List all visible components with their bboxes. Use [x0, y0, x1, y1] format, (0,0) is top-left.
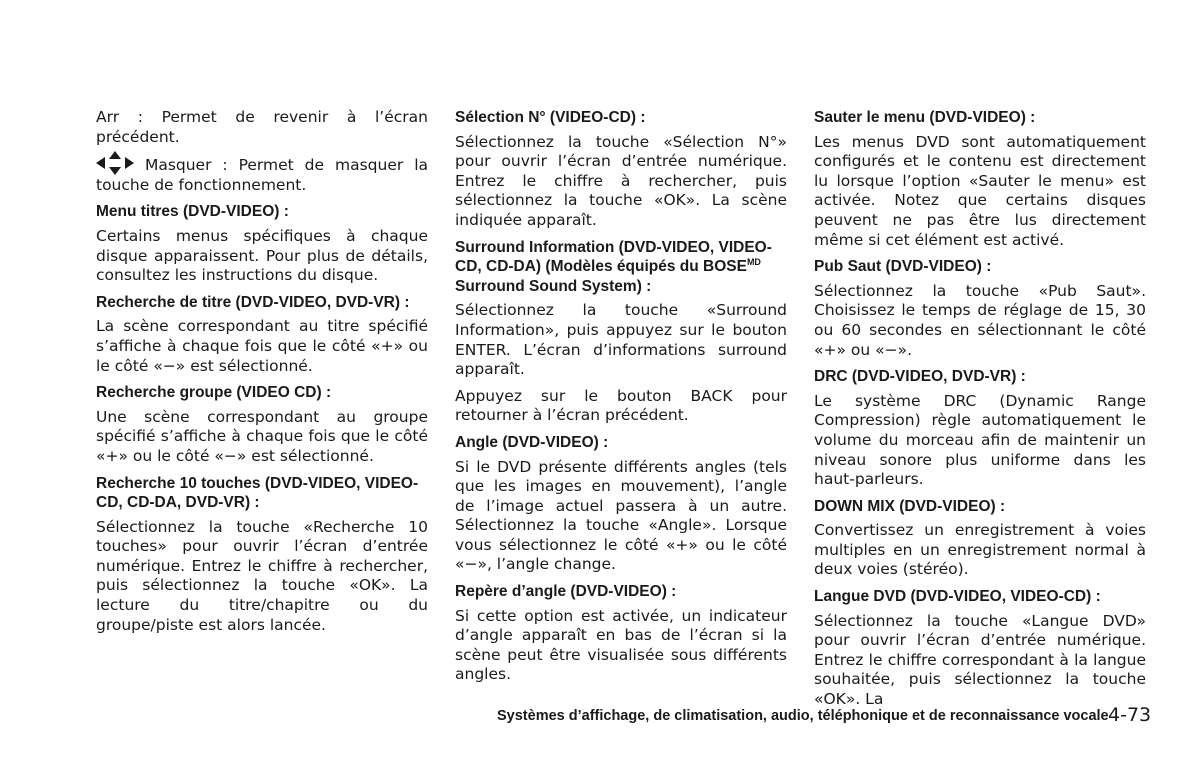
paragraph-recherche-groupe: Une scène correspondant au groupe spécifié s’affiche à chaque fois que le côté «+» ou le côté «−» est sélectionné.	[96, 407, 428, 465]
paragraph-recherche-10-touches: Sélectionnez la touche «Recherche 10 touches» pour ouvrir l’écran d’entrée numérique. Entrez le chiffre à rechercher, puis sélectionnez la touche «OK». La lecture du titre/chapitre ou du groupe/piste est alors lancée.	[96, 517, 428, 634]
paragraph-sauter-menu: Les menus DVD sont automatiquement configurés et le contenu est directement lu lorsque l’option «Sauter le menu» est activée. Notez que certains disques peuvent ne pas être lus directement même si cet élément est activé.	[814, 132, 1146, 249]
paragraph-recherche-titre: La scène correspondant au titre spécifié s’affiche à chaque fois que le côté «+» ou le côté «−» est sélectionné.	[96, 317, 428, 375]
paragraph-surround-information: Sélectionnez la touche «Surround Information», puis appuyez sur le bouton ENTER. L’écran d’informations surround apparaît.	[455, 301, 787, 379]
column-middle	[455, 108, 787, 692]
heading-langue-dvd: Langue DVD (DVD-VIDEO, VIDEO-CD) :	[814, 588, 1101, 606]
paragraph-menu-titres: Certains menus spécifiques à chaque disque apparaissent. Pour plus de détails, consultez les instructions du disque.	[96, 226, 428, 285]
heading-menu-titres: Menu titres (DVD-VIDEO) :	[96, 203, 289, 221]
heading-down-mix: DOWN MIX (DVD-VIDEO) :	[814, 497, 1006, 515]
paragraph-selection-no: Sélectionnez la touche «Sélection N°» pour ouvrir l’écran d’entrée numérique. Entrez le chiffre à rechercher, puis sélectionnez la touche «OK». La scène indiquée apparaît.	[455, 132, 787, 229]
masquer-text: Masquer : Permet de masquer la touche de fonctionnement.	[96, 156, 428, 194]
column-left	[96, 108, 428, 642]
heading-recherche-titre: Recherche de titre (DVD-VIDEO, DVD-VR) :	[96, 293, 410, 311]
heading-surround-information	[455, 238, 787, 297]
paragraph-masquer	[96, 154, 428, 195]
paragraph-drc: Le système DRC (Dynamic Range Compression) règle automatiquement le volume du morceau afin de maintenir un niveau sonore plus uniforme dans les haut-parleurs.	[814, 391, 1146, 489]
surround-heading-part1: Surround Information (DVD-VIDEO, VIDEO-CD, CD-DA) (Modèles équipés du BOSE	[455, 238, 772, 276]
column-right	[814, 108, 1146, 717]
paragraph-down-mix: Convertissez un enregistrement à voies multiples en un enregistrement normal à deux voies (stéréo).	[814, 521, 1146, 579]
paragraph-angle: Si le DVD présente différents angles (tels que les images en mouvement), l’angle de l’image actuel passera à un autre. Sélectionnez la touche «Angle». Lorsque vous sélectionnez le côté «+» ou le côté «−», l’angle change.	[455, 457, 787, 574]
heading-drc: DRC (DVD-VIDEO, DVD-VR) :	[814, 368, 1026, 386]
heading-pub-saut: Pub Saut (DVD-VIDEO) :	[814, 258, 992, 276]
heading-repere-angle: Repère d’angle (DVD-VIDEO) :	[455, 583, 677, 601]
four-direction-arrows-icon	[96, 154, 134, 173]
heading-recherche-groupe: Recherche groupe (VIDEO CD) :	[96, 384, 332, 402]
heading-sauter-menu: Sauter le menu (DVD-VIDEO) :	[814, 109, 1036, 126]
paragraph-back-button: Appuyez sur le bouton BACK pour retourner à l’écran précédent.	[455, 386, 787, 425]
heading-angle: Angle (DVD-VIDEO) :	[455, 433, 609, 451]
trademark-sup: MD	[746, 257, 761, 268]
heading-selection-no: Sélection N° (VIDEO-CD) :	[455, 109, 646, 126]
page-number: 4-73	[1108, 704, 1152, 726]
surround-heading-part2: Surround Sound System) :	[455, 277, 652, 295]
page-footer-title: Systèmes d’affichage, de climatisation, audio, téléphonique et de reconnaissance vocale	[497, 708, 1109, 724]
heading-recherche-10-touches: Recherche 10 touches (DVD-VIDEO, VIDEO-CD, CD-DA, DVD-VR) :	[96, 474, 419, 512]
paragraph-langue-dvd: Sélectionnez la touche «Langue DVD» pour ouvrir l’écran d’entrée numérique. Entrez le chiffre correspondant à la langue souhaitée, puis sélectionnez la touche «OK». La	[814, 611, 1146, 709]
paragraph-arr: Arr : Permet de revenir à l’écran précédent.	[96, 108, 428, 146]
paragraph-pub-saut: Sélectionnez la touche «Pub Saut». Choisissez le temps de réglage de 15, 30 ou 60 secondes en sélectionnant le côté «+» ou «−».	[814, 281, 1146, 359]
paragraph-repere-angle: Si cette option est activée, un indicateur d’angle apparaît en bas de l’écran si la scène peut être visualisée sous différents angles.	[455, 606, 787, 684]
